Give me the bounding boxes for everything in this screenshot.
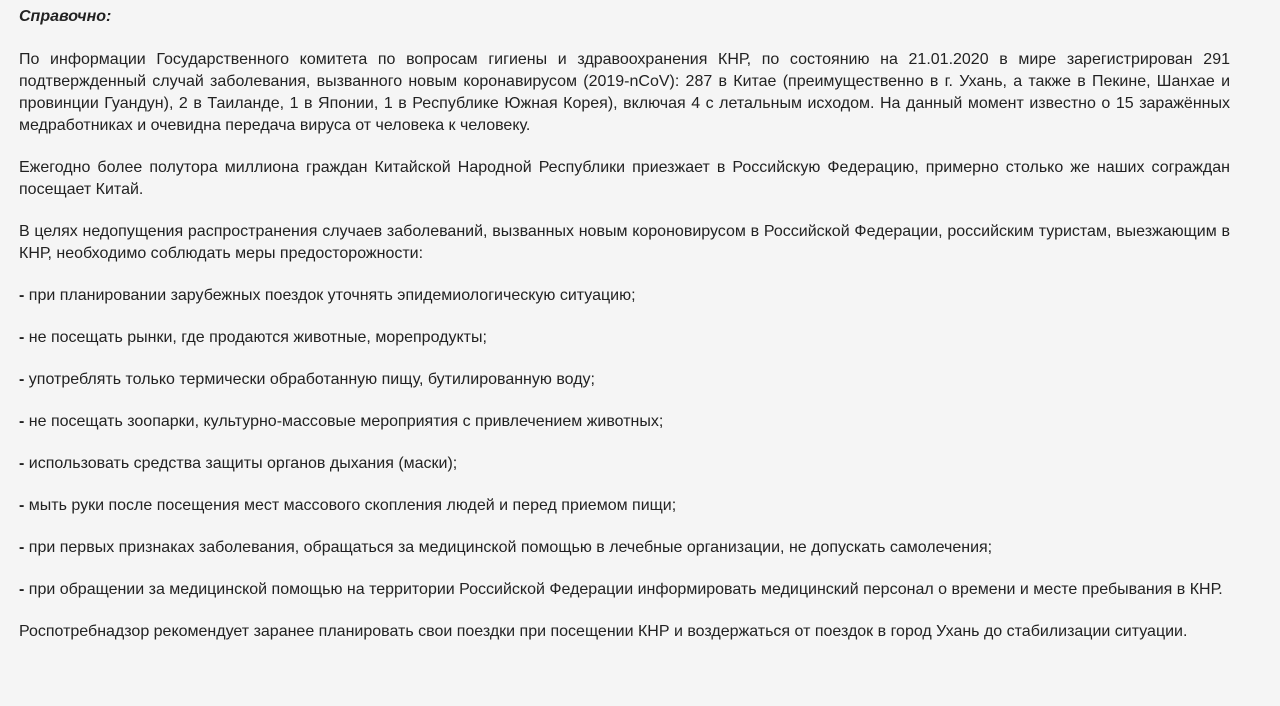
list-marker: -: [19, 287, 25, 304]
list-item-text: не посещать зоопарки, культурно-массовые мероприятия с привлечением животных;: [28, 413, 664, 430]
list-item-text: при обращении за медицинской помощью на территории Российской Федерации информировать медицинский персонал о времени и месте пребывания в КНР.: [28, 581, 1223, 598]
list-item: [19, 579, 1230, 601]
list-item-text: не посещать рынки, где продаются животные, морепродукты;: [28, 329, 487, 346]
list-item: [19, 285, 1230, 307]
list-item-text: употреблять только термически обработанную пищу, бутилированную воду;: [28, 371, 595, 388]
list-marker: -: [19, 539, 25, 556]
list-marker: -: [19, 371, 25, 388]
list-item: [19, 327, 1230, 349]
list-item: [19, 537, 1230, 559]
list-marker: -: [19, 329, 25, 346]
list-marker: -: [19, 581, 25, 598]
paragraph-closing-recommendation: Роспотребнадзор рекомендует заранее планировать свои поездки при посещении КНР и воздержаться от поездок в город Ухань до стабилизации ситуации.: [19, 623, 1188, 640]
list-item: [19, 495, 1230, 517]
list-item: [19, 453, 1230, 475]
list-item: [19, 411, 1230, 433]
paragraph-precautions-intro: В целях недопущения распространения случаев заболеваний, вызванных новым короновирусом в Российской Федерации, российским туристам, выезжающим в КНР, необходимо соблюдать меры предосторожности:: [19, 223, 1230, 262]
list-item-text: использовать средства защиты органов дыхания (маски);: [28, 455, 458, 472]
list-marker: -: [19, 413, 25, 430]
document-heading: Справочно:: [19, 8, 112, 25]
list-item-text: при планировании зарубежных поездок уточнять эпидемиологическую ситуацию;: [28, 287, 636, 304]
list-marker: -: [19, 497, 25, 514]
paragraph-travel-volume: Ежегодно более полутора миллиона граждан Китайской Народной Республики приезжает в Российскую Федерацию, примерно столько же наших сограждан посещает Китай.: [19, 159, 1230, 198]
list-item-text: мыть руки после посещения мест массового скопления людей и перед приемом пищи;: [28, 497, 677, 514]
reference-document: [19, 6, 1230, 663]
list-marker: -: [19, 455, 25, 472]
precautions-list: [19, 285, 1230, 601]
paragraph-case-statistics: По информации Государственного комитета по вопросам гигиены и здравоохранения КНР, по состоянию на 21.01.2020 в мире зарегистрирован 291 подтвержденный случай заболевания, вызванного новым коронавирусом (2019-nCoV): 287 в Китае (преимущественно в г. Ухань, а также в Пекине, Шанхае и провинции Гуандун), 2 в Таиланде, 1 в Японии, 1 в Республике Южная Корея), включая 4 с летальным исходом. На данный момент известно о 15 заражённых медработниках и очевидна передача вируса от человека к человеку.: [19, 51, 1230, 134]
list-item-text: при первых признаках заболевания, обращаться за медицинской помощью в лечебные организации, не допускать самолечения;: [28, 539, 993, 556]
list-item: [19, 369, 1230, 391]
